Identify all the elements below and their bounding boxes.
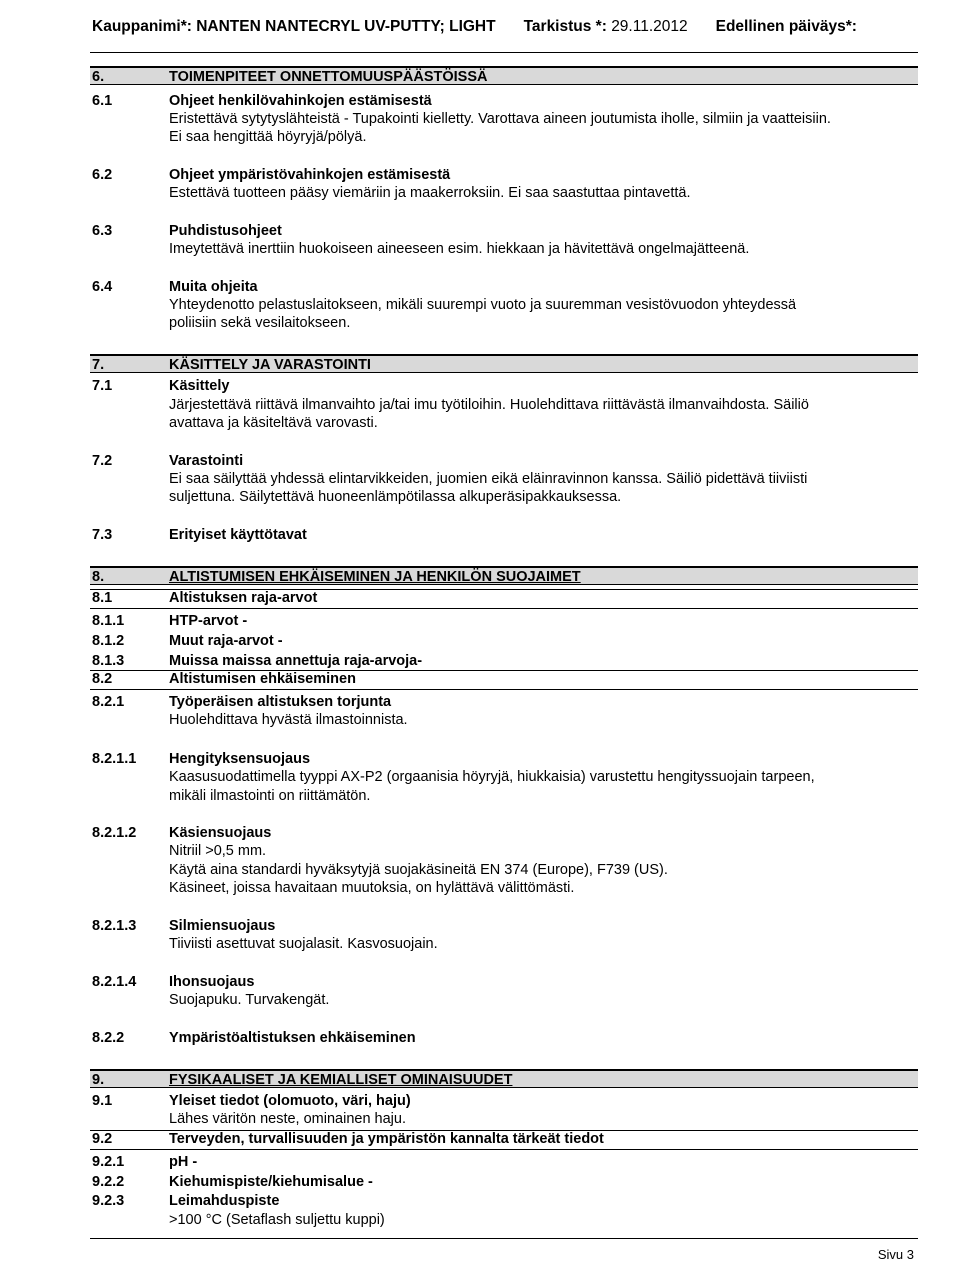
section-8-1: 8.1 Altistuksen raja-arvot: [90, 589, 918, 609]
document-header: [92, 18, 872, 36]
revision-field: Tarkistus *: 29.11.2012: [523, 18, 688, 35]
section-9-2: 9.2 Terveyden, turvallisuuden ja ympäristön kannalta tärkeät tiedot: [90, 1130, 918, 1150]
section-7-heading: 7. KÄSITTELY JA VARASTOINTI: [90, 354, 918, 373]
section-8-heading: 8. ALTISTUMISEN EHKÄISEMINEN JA HENKILÖN SUOJAIMET: [90, 566, 918, 585]
section-6-heading: 6. TOIMENPITEET ONNETTOMUUSPÄÄSTÖISSÄ: [90, 66, 918, 85]
section-9-heading: 9. FYSIKAALISET JA KEMIALLISET OMINAISUUDET: [90, 1069, 918, 1088]
header-divider: [90, 52, 918, 53]
page-number: Sivu 3: [877, 1247, 914, 1262]
product-name-field: Kauppanimi*: NANTEN NANTECRYL UV-PUTTY; LIGHT: [92, 18, 496, 35]
previous-date-label: Edellinen päiväys*:: [715, 18, 857, 35]
section-8-2: 8.2 Altistumisen ehkäiseminen: [90, 670, 918, 690]
footer-divider: [90, 1238, 918, 1239]
